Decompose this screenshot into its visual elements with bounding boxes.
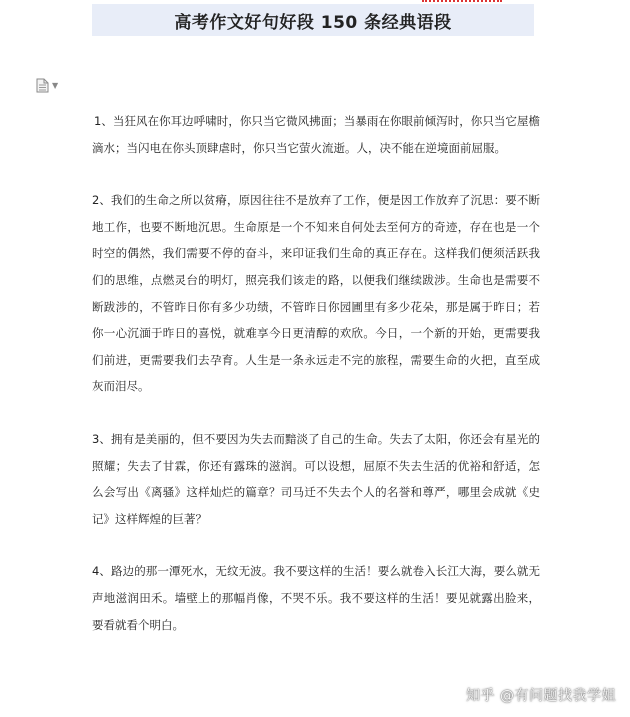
document-menu-button[interactable] <box>36 78 58 93</box>
zhihu-watermark: 知乎 @有问题找我学姐 <box>466 688 616 704</box>
paragraph-4: 4、路边的那一潭死水，无纹无波。我不要这样的生活！要么就卷入长江大海，要么就无声地滋润田禾。墙壁上的那幅肖像，不哭不乐。我不要这样的生活！要见就露出脸来，要看就看个明白。 <box>92 564 540 632</box>
paragraph-2: 2、我们的生命之所以贫瘠，原因往往不是放弃了工作，便是因工作放弃了沉思：要不断地工作，也要不断地沉思。生命原是一个不知来自何处去至何方的奇迹，存在也是一个时空的偶然，我们需要不停的奋斗，来印证我们生命的真正存在。这样我们便须活跃我们的思维，点燃灵台的明灯，照亮我们该走的路，以便我们继续跋涉。生命也是需要不断跋涉的，不管昨日你有多少功绩，不管昨日你园圃里有多少花朵，那是属于昨日；若你一心沉湎于昨日的喜悦，就难享今日更清醇的欢欣。今日，一个新的开始，更需要我们前进，更需要我们去孕育。人生是一条永远走不完的旅程，需要生命的火把，直至成灰而泪尽。 <box>92 193 540 394</box>
document-icon <box>36 78 49 93</box>
document-body <box>92 108 540 664</box>
title-bar <box>92 4 534 36</box>
paragraph-3: 3、拥有是美丽的，但不要因为失去而黯淡了自己的生命。失去了太阳，你还会有星光的照耀；失去了甘霖，你还有露珠的滋润。可以设想，屈原不失去生活的优裕和舒适，怎么会写出《离骚》这样灿烂的篇章？司马迁不失去个人的名誉和尊严，哪里会成就《史记》这样辉煌的巨著？ <box>92 431 540 526</box>
paragraph-1: 1、当狂风在你耳边呼啸时，你只当它微风拂面；当暴雨在你眼前倾泻时，你只当它屋檐滴水；当闪电在你头顶肆虐时，你只当它萤火流逝。人，决不能在逆境面前屈服。 <box>92 114 540 155</box>
chevron-down-icon: ▼ <box>52 81 59 90</box>
document-title: 高考作文好句好段 150 条经典语段 <box>174 12 452 33</box>
